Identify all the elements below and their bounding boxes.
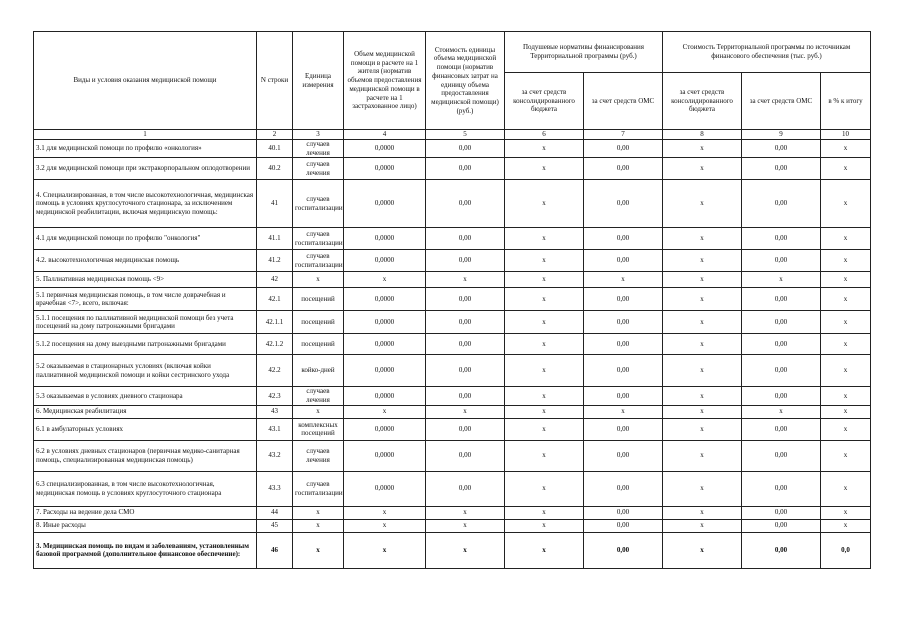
cell-cost: 0,00 — [426, 355, 505, 387]
cell-oms: x — [584, 405, 663, 418]
cell-name: 3.1 для медицинской помощи по профилю «онкология» — [34, 139, 257, 158]
column-number: 5 — [426, 130, 505, 140]
header-percent: в % к итогу — [821, 73, 871, 130]
cell-percent: x — [821, 272, 871, 288]
cell-oms: 0,00 — [584, 519, 663, 532]
cell-oms-program: 0,00 — [742, 158, 821, 180]
cell-percent: x — [821, 180, 871, 228]
table-row — [34, 440, 871, 471]
cell-unit: посещений — [293, 311, 344, 334]
cell-cost: x — [426, 506, 505, 519]
document-page — [33, 31, 870, 569]
cell-volume: x — [344, 532, 426, 568]
cell-unit: случаев лечения — [293, 440, 344, 471]
cell-volume: x — [344, 405, 426, 418]
cell-name: 6.3 специализированная, в том числе высокотехнологичная, медицинская помощь в условиях круглосуточного стационара — [34, 471, 257, 506]
cell-budget-program: x — [663, 228, 742, 250]
cell-name: 5.1.1 посещения по паллиативной медицинской помощи без учета посещений на дому патронажными бригадами — [34, 311, 257, 334]
cell-oms: 0,00 — [584, 228, 663, 250]
cell-percent: x — [821, 250, 871, 272]
cell-cost: x — [426, 405, 505, 418]
header-cost: Стоимость единицы объема медицинской помощи (норматив финансовых затрат на единицу объема предоставления медицинской помощи) (руб.) — [426, 32, 505, 130]
cell-unit: случаев лечения — [293, 158, 344, 180]
table-row — [34, 519, 871, 532]
cell-cost: 0,00 — [426, 288, 505, 311]
cell-name: 6. Медицинская реабилитация — [34, 405, 257, 418]
cell-oms-program: x — [742, 405, 821, 418]
cell-unit: посещений — [293, 288, 344, 311]
table-row — [34, 272, 871, 288]
header-name: Виды и условия оказания медицинской помощи — [34, 32, 257, 130]
cell-oms: 0,00 — [584, 471, 663, 506]
cell-volume: 0,0000 — [344, 440, 426, 471]
cell-oms-program: 0,00 — [742, 506, 821, 519]
cell-percent: x — [821, 440, 871, 471]
cell-volume: 0,0000 — [344, 311, 426, 334]
cell-budget-program: x — [663, 440, 742, 471]
table-row — [34, 334, 871, 355]
cell-budget: x — [505, 272, 584, 288]
header-line-no: N строки — [257, 32, 293, 130]
cell-percent: x — [821, 405, 871, 418]
cell-percent: x — [821, 387, 871, 406]
column-number: 3 — [293, 130, 344, 140]
cell-oms: 0,00 — [584, 180, 663, 228]
cell-volume: 0,0000 — [344, 355, 426, 387]
table-row — [34, 139, 871, 158]
cell-line-no: 42.1.1 — [257, 311, 293, 334]
cell-oms: 0,00 — [584, 532, 663, 568]
table-row — [34, 471, 871, 506]
cell-line-no: 42.3 — [257, 387, 293, 406]
cell-line-no: 42.1 — [257, 288, 293, 311]
cell-cost: 0,00 — [426, 418, 505, 440]
cell-budget: x — [505, 532, 584, 568]
cell-budget: x — [505, 180, 584, 228]
column-number: 7 — [584, 130, 663, 140]
cell-oms: 0,00 — [584, 440, 663, 471]
header-oms-2: за счет средств ОМС — [742, 73, 821, 130]
table-row — [34, 288, 871, 311]
cell-budget: x — [505, 405, 584, 418]
cell-oms-program: 0,00 — [742, 250, 821, 272]
cell-percent: x — [821, 288, 871, 311]
cell-cost: 0,00 — [426, 387, 505, 406]
cell-line-no: 43.2 — [257, 440, 293, 471]
cell-oms: 0,00 — [584, 158, 663, 180]
cell-name: 5.2 оказываемая в стационарных условиях (включая койки паллиативной медицинской помощи и койки сестринского ухода — [34, 355, 257, 387]
cell-line-no: 41.2 — [257, 250, 293, 272]
column-number: 10 — [821, 130, 871, 140]
table-row — [34, 418, 871, 440]
cell-unit: x — [293, 532, 344, 568]
cell-line-no: 43 — [257, 405, 293, 418]
cell-budget: x — [505, 158, 584, 180]
table-body — [34, 139, 871, 568]
table-row — [34, 532, 871, 568]
cell-budget: x — [505, 471, 584, 506]
cell-line-no: 46 — [257, 532, 293, 568]
cell-budget: x — [505, 334, 584, 355]
cell-unit: случаев госпитализации — [293, 228, 344, 250]
cell-oms-program: x — [742, 272, 821, 288]
cell-volume: 0,0000 — [344, 250, 426, 272]
cell-percent: x — [821, 506, 871, 519]
cell-budget: x — [505, 418, 584, 440]
cell-budget: x — [505, 250, 584, 272]
column-number: 1 — [34, 130, 257, 140]
cell-oms: 0,00 — [584, 355, 663, 387]
cell-budget: x — [505, 288, 584, 311]
cell-oms-program: 0,00 — [742, 334, 821, 355]
cell-unit: x — [293, 405, 344, 418]
cell-volume: x — [344, 506, 426, 519]
table-row — [34, 355, 871, 387]
cell-name: 4. Специализированная, в том числе высокотехнологичная, медицинская помощь в условиях круглосуточного стационара, за исключением медицинской реабилитации, включая медицинскую помощь: — [34, 180, 257, 228]
cell-volume: 0,0000 — [344, 139, 426, 158]
cell-oms: 0,00 — [584, 334, 663, 355]
cell-percent: x — [821, 519, 871, 532]
cell-name: 4.1 для медицинской помощи по профилю "онкология" — [34, 228, 257, 250]
cell-volume: 0,0000 — [344, 418, 426, 440]
column-number: 8 — [663, 130, 742, 140]
cell-cost: 0,00 — [426, 311, 505, 334]
cell-oms-program: 0,00 — [742, 228, 821, 250]
cell-oms-program: 0,00 — [742, 418, 821, 440]
cell-budget-program: x — [663, 355, 742, 387]
cell-volume: 0,0000 — [344, 334, 426, 355]
cell-name: 6.1 в амбулаторных условиях — [34, 418, 257, 440]
cell-oms: 0,00 — [584, 250, 663, 272]
cell-line-no: 41 — [257, 180, 293, 228]
cell-percent: 0,0 — [821, 532, 871, 568]
table-row — [34, 180, 871, 228]
cell-cost: 0,00 — [426, 471, 505, 506]
cell-percent: x — [821, 158, 871, 180]
cell-budget-program: x — [663, 387, 742, 406]
header-volume: Объем медицинской помощи в расчете на 1 жителя (норматив объемов предоставления медицинской помощи в расчете на 1 застрахованное лицо) — [344, 32, 426, 130]
cell-percent: x — [821, 471, 871, 506]
cell-line-no: 44 — [257, 506, 293, 519]
cell-budget-program: x — [663, 471, 742, 506]
cell-budget-program: x — [663, 506, 742, 519]
cell-cost: x — [426, 519, 505, 532]
cell-line-no: 42.2 — [257, 355, 293, 387]
cell-budget-program: x — [663, 519, 742, 532]
header-budget: за счет средств консолидированного бюджета — [505, 73, 584, 130]
cell-percent: x — [821, 311, 871, 334]
cell-budget-program: x — [663, 272, 742, 288]
cell-percent: x — [821, 334, 871, 355]
cell-name: 5. Паллиативная медицинская помощь <9> — [34, 272, 257, 288]
cell-budget-program: x — [663, 180, 742, 228]
cell-oms-program: 0,00 — [742, 471, 821, 506]
cell-budget: x — [505, 387, 584, 406]
cell-cost: x — [426, 532, 505, 568]
cell-volume: 0,0000 — [344, 228, 426, 250]
cell-oms-program: 0,00 — [742, 288, 821, 311]
header-per-capita-group: Подушевые нормативы финансирования Территориальной программы (руб.) — [505, 32, 663, 73]
cell-oms-program: 0,00 — [742, 139, 821, 158]
cell-oms-program: 0,00 — [742, 519, 821, 532]
header-budget-2: за счет средств консолидированного бюджета — [663, 73, 742, 130]
cell-budget: x — [505, 519, 584, 532]
cell-unit: случаев лечения — [293, 139, 344, 158]
cell-oms: 0,00 — [584, 311, 663, 334]
cell-unit: случаев лечения — [293, 387, 344, 406]
cell-name: 6.2 в условиях дневных стационаров (первичная медико-санитарная помощь, специализированная медицинская помощь) — [34, 440, 257, 471]
cell-budget-program: x — [663, 139, 742, 158]
column-number: 4 — [344, 130, 426, 140]
cell-percent: x — [821, 418, 871, 440]
table-row — [34, 506, 871, 519]
cell-oms-program: 0,00 — [742, 311, 821, 334]
cell-line-no: 42.1.2 — [257, 334, 293, 355]
column-number: 6 — [505, 130, 584, 140]
table-row — [34, 311, 871, 334]
column-number: 2 — [257, 130, 293, 140]
cell-volume: 0,0000 — [344, 387, 426, 406]
cell-budget-program: x — [663, 311, 742, 334]
cell-unit: случаев госпитализации — [293, 471, 344, 506]
cell-oms: 0,00 — [584, 387, 663, 406]
cell-volume: 0,0000 — [344, 471, 426, 506]
cell-line-no: 40.2 — [257, 158, 293, 180]
cell-cost: 0,00 — [426, 250, 505, 272]
cell-name: 5.1.2 посещения на дому выездными патронажными бригадами — [34, 334, 257, 355]
cell-oms-program: 0,00 — [742, 532, 821, 568]
cell-unit: комплексных посещений — [293, 418, 344, 440]
cell-line-no: 40.1 — [257, 139, 293, 158]
cell-name: 8. Иные расходы — [34, 519, 257, 532]
cell-oms: x — [584, 272, 663, 288]
cell-budget: x — [505, 355, 584, 387]
table-row — [34, 387, 871, 406]
cell-unit: x — [293, 506, 344, 519]
cell-line-no: 42 — [257, 272, 293, 288]
cell-budget-program: x — [663, 158, 742, 180]
cell-oms-program: 0,00 — [742, 387, 821, 406]
cell-budget-program: x — [663, 418, 742, 440]
table-row — [34, 228, 871, 250]
cell-oms-program: 0,00 — [742, 440, 821, 471]
cell-name: 5.3 оказываемая в условиях дневного стационара — [34, 387, 257, 406]
cell-budget-program: x — [663, 532, 742, 568]
cell-budget-program: x — [663, 405, 742, 418]
table-row — [34, 158, 871, 180]
cell-line-no: 45 — [257, 519, 293, 532]
cell-budget: x — [505, 228, 584, 250]
cell-oms-program: 0,00 — [742, 355, 821, 387]
cell-oms: 0,00 — [584, 506, 663, 519]
cell-name: 5.1 первичная медицинская помощь, в том числе доврачебная и врачебная <7>, всего, включая: — [34, 288, 257, 311]
cell-oms: 0,00 — [584, 418, 663, 440]
cell-budget: x — [505, 311, 584, 334]
cell-cost: x — [426, 272, 505, 288]
header-program-cost-group: Стоимость Территориальной программы по источникам финансового обеспечения (тыс. руб.) — [663, 32, 871, 73]
cell-unit: случаев госпитализации — [293, 250, 344, 272]
program-table — [33, 31, 871, 569]
column-number: 9 — [742, 130, 821, 140]
cell-cost: 0,00 — [426, 158, 505, 180]
cell-name: 3. Медицинская помощь по видам и заболеваниям, установленным базовой программой (дополнительное финансовое обеспечение): — [34, 532, 257, 568]
cell-volume: x — [344, 519, 426, 532]
cell-budget: x — [505, 440, 584, 471]
cell-line-no: 41.1 — [257, 228, 293, 250]
cell-volume: 0,0000 — [344, 158, 426, 180]
cell-cost: 0,00 — [426, 180, 505, 228]
cell-name: 3.2 для медицинской помощи при экстракорпоральном оплодотворении — [34, 158, 257, 180]
cell-volume: 0,0000 — [344, 288, 426, 311]
cell-volume: 0,0000 — [344, 180, 426, 228]
cell-oms-program: 0,00 — [742, 180, 821, 228]
cell-budget-program: x — [663, 334, 742, 355]
cell-line-no: 43.3 — [257, 471, 293, 506]
cell-unit: случаев госпитализации — [293, 180, 344, 228]
cell-oms: 0,00 — [584, 288, 663, 311]
cell-budget: x — [505, 139, 584, 158]
cell-budget-program: x — [663, 288, 742, 311]
cell-volume: x — [344, 272, 426, 288]
cell-line-no: 43.1 — [257, 418, 293, 440]
cell-budget: x — [505, 506, 584, 519]
cell-name: 4.2. высокотехнологичная медицинская помощь — [34, 250, 257, 272]
cell-unit: x — [293, 519, 344, 532]
table-row — [34, 405, 871, 418]
cell-percent: x — [821, 228, 871, 250]
cell-unit: посещений — [293, 334, 344, 355]
cell-cost: 0,00 — [426, 139, 505, 158]
cell-cost: 0,00 — [426, 228, 505, 250]
table-row — [34, 250, 871, 272]
cell-percent: x — [821, 139, 871, 158]
header-oms: за счет средств ОМС — [584, 73, 663, 130]
cell-budget-program: x — [663, 250, 742, 272]
header-unit: Единица измерения — [293, 32, 344, 130]
cell-name: 7. Расходы на ведение дела СМО — [34, 506, 257, 519]
cell-unit: x — [293, 272, 344, 288]
cell-unit: койко-дней — [293, 355, 344, 387]
cell-cost: 0,00 — [426, 440, 505, 471]
cell-cost: 0,00 — [426, 334, 505, 355]
cell-percent: x — [821, 355, 871, 387]
cell-oms: 0,00 — [584, 139, 663, 158]
